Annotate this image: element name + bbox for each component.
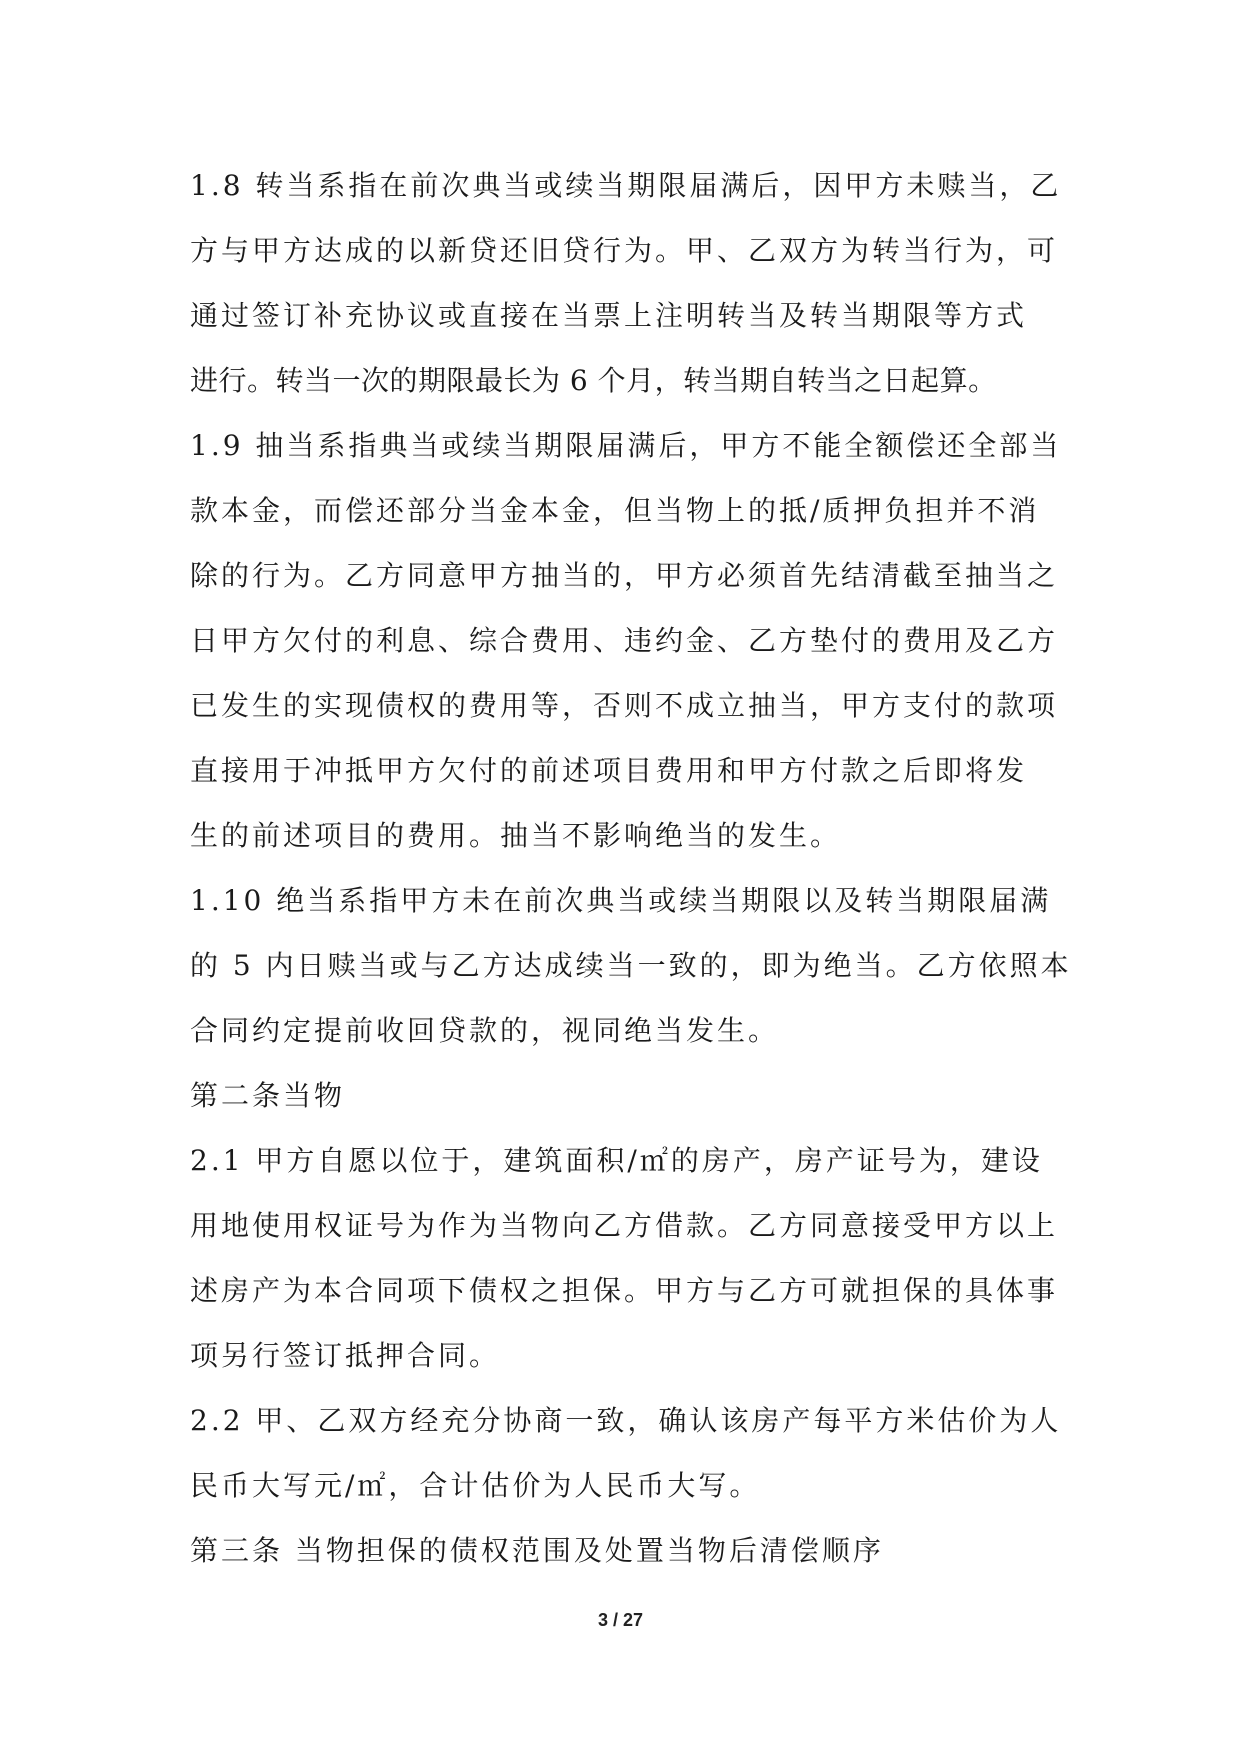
text-line: 民币大写元/㎡，合计估价为人民币大写。 <box>190 1469 761 1502</box>
text-line: 生的前述项目的费用。抽当不影响绝当的发生。 <box>190 819 842 852</box>
text-line: 通过签订补充协议或直接在当票上注明转当及转当期限等方式 <box>190 299 1028 332</box>
text-line: 直接用于冲抵甲方欠付的前述项目费用和甲方付款之后即将发 <box>190 754 1028 787</box>
section-heading: 第三条 当物担保的债权范围及处置当物后清偿顺序 <box>190 1534 884 1567</box>
text-line: 项另行签订抵押合同。 <box>190 1339 501 1372</box>
text-line: 1.10 绝当系指甲方未在前次典当或续当期限以及转当期限届满 <box>190 884 1052 917</box>
body-text <box>190 153 1070 1583</box>
text-line: 的 5 内日赎当或与乙方达成续当一致的，即为绝当。乙方依照本 <box>190 949 1072 982</box>
text-line: 1.8 转当系指在前次典当或续当期限届满后，因甲方未赎当，乙 <box>190 169 1062 202</box>
text-line: 2.2 甲、乙双方经充分协商一致，确认该房产每平方米估价为人 <box>190 1404 1062 1437</box>
text-line: 方与甲方达成的以新贷还旧贷行为。甲、乙双方为转当行为，可 <box>190 234 1059 267</box>
text-line: 进行。转当一次的期限最长为 6 个月，转当期自转当之日起算。 <box>190 364 997 397</box>
text-line: 款本金，而偿还部分当金本金，但当物上的抵/质押负担并不消 <box>190 494 1040 527</box>
text-line: 用地使用权证号为作为当物向乙方借款。乙方同意接受甲方以上 <box>190 1209 1059 1242</box>
text-line: 合同约定提前收回贷款的，视同绝当发生。 <box>190 1014 780 1047</box>
text-line: 日甲方欠付的利息、综合费用、违约金、乙方垫付的费用及乙方 <box>190 624 1059 657</box>
section-heading: 第二条当物 <box>190 1079 346 1112</box>
text-line: 已发生的实现债权的费用等，否则不成立抽当，甲方支付的款项 <box>190 689 1059 722</box>
page-number: 3 / 27 <box>597 1610 644 1630</box>
text-line: 除的行为。乙方同意甲方抽当的，甲方必须首先结清截至抽当之 <box>190 559 1059 592</box>
text-line: 2.1 甲方自愿以位于，建筑面积/㎡的房产，房产证号为，建设 <box>190 1144 1043 1177</box>
text-line: 1.9 抽当系指典当或续当期限届满后，甲方不能全额偿还全部当 <box>190 429 1062 462</box>
text-line: 述房产为本合同项下债权之担保。甲方与乙方可就担保的具体事 <box>190 1274 1059 1307</box>
